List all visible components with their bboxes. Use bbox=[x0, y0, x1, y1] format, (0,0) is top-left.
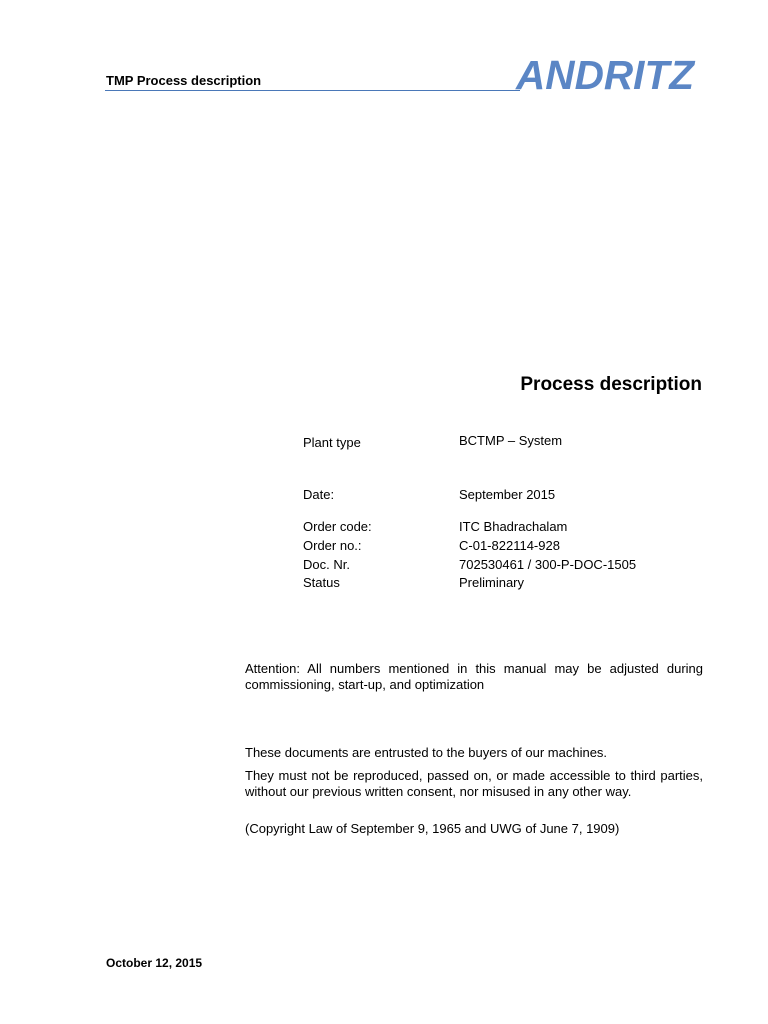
document-title: Process description bbox=[520, 374, 702, 395]
header-title: TMP Process description bbox=[106, 73, 262, 88]
copyright-notice: (Copyright Law of September 9, 1965 and UWG of June 7, 1909) bbox=[245, 821, 620, 836]
field-value: 702530461 / 300-P-DOC-1505 bbox=[459, 557, 637, 572]
field-label: Order no.: bbox=[303, 538, 362, 553]
field-value: BCTMP – System bbox=[459, 433, 563, 448]
field-label: Doc. Nr. bbox=[303, 557, 350, 572]
attention-note: Attention: All numbers mentioned in this manual may be adjusted during commissioning, start-up, and optimization bbox=[245, 661, 703, 692]
field-label: Status bbox=[303, 575, 340, 590]
entrusted-notice: These documents are entrusted to the buyers of our machines. bbox=[245, 745, 608, 760]
field-value: September 2015 bbox=[459, 487, 556, 502]
andritz-logo bbox=[514, 56, 696, 92]
logo-wordmark: ANDRITZ bbox=[515, 56, 696, 92]
field-label: Plant type bbox=[303, 435, 361, 450]
field-value: Preliminary bbox=[459, 575, 525, 590]
field-label: Order code: bbox=[303, 519, 372, 534]
reproduction-notice: They must not be reproduced, passed on, or made accessible to third parties, without our previous written consent, nor misused in any other way. bbox=[245, 768, 703, 799]
field-label: Date: bbox=[303, 487, 335, 502]
field-value: ITC Bhadrachalam bbox=[459, 519, 568, 534]
header-divider bbox=[105, 90, 520, 91]
field-value: C-01-822114-928 bbox=[459, 538, 560, 553]
footer-date: October 12, 2015 bbox=[106, 956, 203, 970]
